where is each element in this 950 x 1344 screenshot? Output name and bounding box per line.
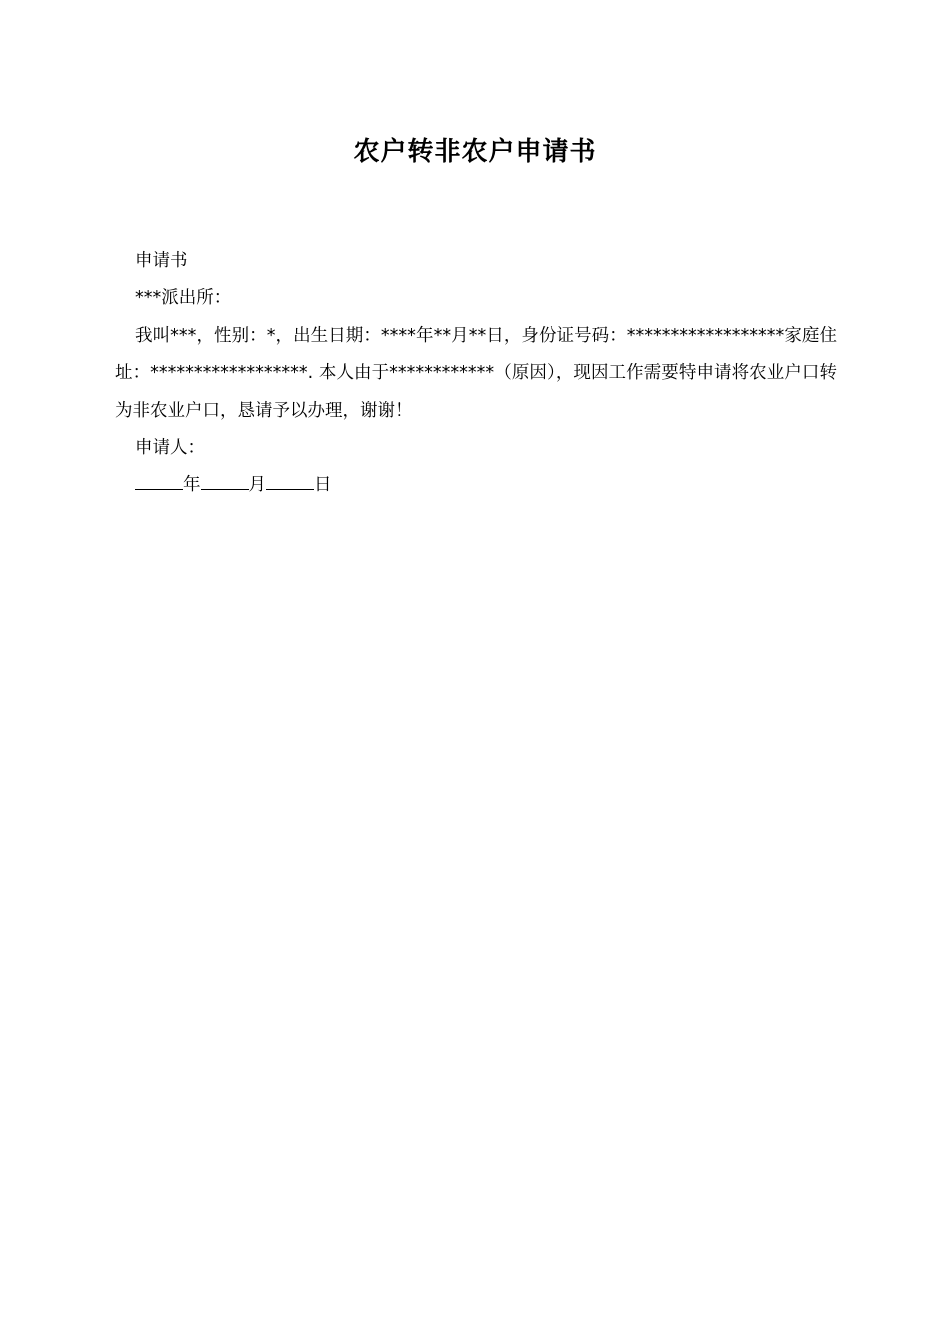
addressee-line: ***派出所：	[135, 288, 232, 309]
document-body	[115, 243, 837, 505]
heading-line: 申请书	[135, 251, 188, 271]
date-line	[115, 467, 837, 504]
body-paragraph: 我叫***，性别：*，出生日期：****年**月**日，身份证号码：******************家庭住址：******************. 本人由于************（原因），现因工作需要特申请将农业户口转为非农业户口，恳请予以办理，谢谢！	[115, 325, 837, 421]
year-blank	[135, 473, 183, 490]
month-label: 月	[248, 475, 266, 496]
day-blank	[266, 473, 314, 490]
year-label: 年	[183, 475, 201, 496]
applicant-line: 申请人：	[135, 438, 205, 459]
document-title: 农户转非农户申请书	[353, 137, 597, 167]
month-blank	[201, 473, 249, 490]
day-label: 日	[314, 475, 332, 496]
